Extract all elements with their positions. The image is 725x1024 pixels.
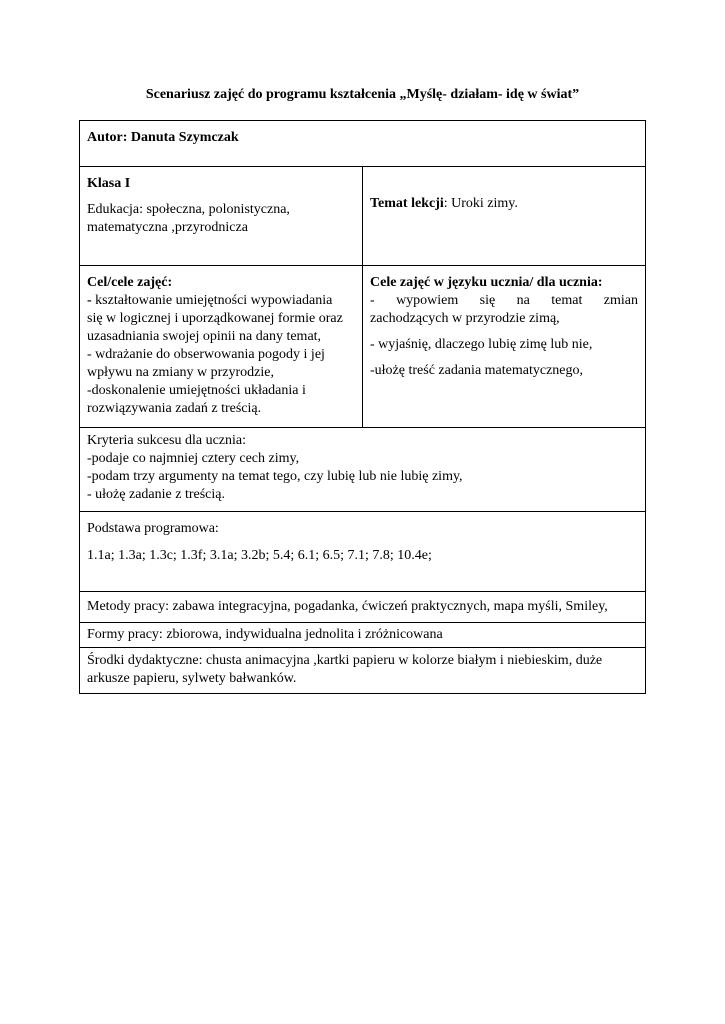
forms-row bbox=[80, 623, 646, 648]
criteria-item: -podaje co najmniej cztery cech zimy, bbox=[87, 451, 300, 466]
materials-line-1: Środki dydaktyczne: chusta animacyjna ,kartki papieru w kolorze białym i niebieskim, duże bbox=[87, 653, 603, 668]
author-text: Autor: Danuta Szymczak bbox=[87, 130, 239, 145]
topic-label: Temat lekcji bbox=[370, 196, 444, 211]
word: temat bbox=[551, 293, 583, 308]
goals-heading: Cel/cele zajęć: bbox=[87, 275, 173, 290]
student-goal-3: -ułożę treść zadania matematycznego, bbox=[370, 363, 583, 378]
curriculum-codes: 1.1a; 1.3a; 1.3c; 1.3f; 3.1a; 3.2b; 5.4; 6.1; 6.5; 7.1; 7.8; 10.4e; bbox=[87, 548, 432, 563]
goal-line-5: wpływu na zmiany w przyrodzie, bbox=[87, 365, 274, 380]
goal-line-4: - wdrażanie do obserwowania pogody i jej bbox=[87, 347, 325, 362]
curriculum-cell bbox=[80, 512, 646, 592]
goals-row bbox=[80, 266, 646, 428]
goal-line-7: rozwiązywania zadań z treścią. bbox=[87, 401, 262, 416]
word: się bbox=[479, 293, 496, 308]
class-cell bbox=[80, 167, 363, 266]
word: zmian bbox=[603, 293, 638, 308]
materials-line-2: arkusze papieru, sylwety bałwanków. bbox=[87, 671, 297, 686]
education-line-2: matematyczna ,przyrodnicza bbox=[87, 220, 248, 235]
forms-text: Formy pracy: zbiorowa, indywidualna jednolita i zróżnicowana bbox=[87, 627, 443, 642]
class-label: Klasa I bbox=[87, 176, 131, 191]
criteria-item: -podam trzy argumenty na temat tego, czy lubię lub nie lubię zimy, bbox=[87, 469, 463, 484]
student-goal-2: - wyjaśnię, dlaczego lubię zimę lub nie, bbox=[370, 337, 593, 352]
curriculum-label: Podstawa programowa: bbox=[87, 521, 219, 536]
document-title: Scenariusz zajęć do programu kształcenia „Myślę- działam- idę w świat” bbox=[145, 87, 580, 102]
criteria-item: - ułożę zadanie z treścią. bbox=[87, 487, 225, 502]
lesson-scenario-table bbox=[79, 120, 646, 694]
goal-line-3: uzasadniania swojej opinii na dany temat, bbox=[87, 329, 322, 344]
word: wypowiem bbox=[396, 293, 459, 308]
criteria-heading: Kryteria sukcesu dla ucznia: bbox=[87, 433, 246, 448]
goals-cell bbox=[80, 266, 363, 428]
class-topic-row bbox=[80, 167, 646, 266]
student-goal-1-line-b: zachodzących w przyrodzie zimą, bbox=[370, 311, 560, 326]
curriculum-row bbox=[80, 512, 646, 592]
criteria-row bbox=[80, 428, 646, 512]
author-row bbox=[80, 121, 646, 167]
materials-cell bbox=[80, 648, 646, 694]
author-cell bbox=[80, 121, 646, 167]
methods-cell bbox=[80, 592, 646, 623]
goal-line-6: -doskonalenie umiejętności układania i bbox=[87, 383, 306, 398]
goal-line-1-text: kształtowanie umiejętności wypowiadania bbox=[95, 293, 333, 308]
student-goals-cell bbox=[363, 266, 646, 428]
criteria-cell bbox=[80, 428, 646, 512]
goal-dash: - bbox=[87, 293, 96, 308]
methods-row bbox=[80, 592, 646, 623]
goal-line-2: się w logicznej i uporządkowanej formie oraz bbox=[87, 311, 343, 326]
student-goals-heading: Cele zajęć w języku ucznia/ dla ucznia: bbox=[370, 275, 603, 290]
topic-value: : Uroki zimy. bbox=[443, 196, 518, 211]
methods-text: Metody pracy: zabawa integracyjna, pogadanka, ćwiczeń praktycznych, mapa myśli, Smiley, bbox=[87, 599, 608, 614]
education-line-1: Edukacja: społeczna, polonistyczna, bbox=[87, 202, 290, 217]
forms-cell bbox=[80, 623, 646, 648]
student-goal-1-line-a bbox=[370, 292, 638, 310]
word: - bbox=[370, 293, 375, 308]
materials-row bbox=[80, 648, 646, 694]
word: na bbox=[516, 293, 530, 308]
topic-cell bbox=[363, 167, 646, 266]
goal-line-1 bbox=[87, 292, 355, 310]
